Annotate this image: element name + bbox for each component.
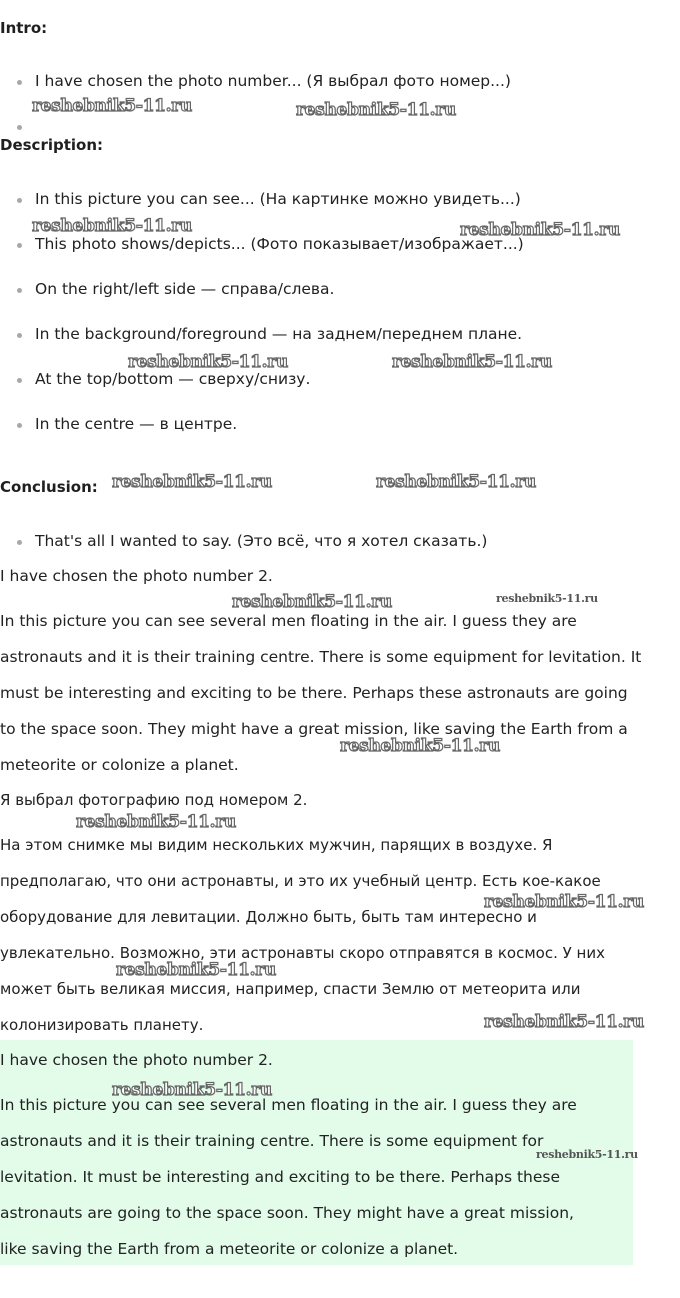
answer-ru-line: увлекательно. Возможно, эти астронавты скоро отправятся в космос. У них [0,944,605,962]
conclusion-heading: Conclusion: [0,478,98,496]
watermark: reshebnik5-11.ru [460,220,620,240]
watermark: reshebnik5-11.ru [116,960,276,980]
answer-en-line: In this picture you can see several men floating in the air. I guess they are [0,612,577,630]
answer-highlight-line: astronauts and it is their training centre. There is some equipment for [0,1132,544,1150]
bullet-dot-icon [17,423,22,428]
description-item-text: In this picture you can see... (На картинке можно увидеть...) [35,190,521,208]
bullet-dot-icon [17,378,22,383]
intro-item-text: I have chosen the photo number... (Я выбрал фото номер...) [35,72,511,90]
answer-en-line: to the space soon. They might have a great mission, like saving the Earth from a [0,720,628,738]
bullet-dot-icon [17,288,22,293]
answer-ru-line: может быть великая миссия, например, спасти Землю от метеорита или [0,980,581,998]
answer-highlight-line: levitation. It must be interesting and exciting to be there. Perhaps these [0,1168,561,1186]
highlight-block [0,1040,633,1265]
bullet-dot-icon [17,540,22,545]
answer-en-line: must be interesting and exciting to be there. Perhaps these astronauts are going [0,684,628,702]
watermark: reshebnik5-11.ru [112,472,272,492]
answer-ru-title: Я выбрал фотографию под номером 2. [0,791,308,809]
description-item-text: At the top/bottom — сверху/снизу. [35,370,311,388]
answer-en-line: meteorite or colonize a planet. [0,756,239,774]
conclusion-item-text: That's all I wanted to say. (Это всё, что я хотел сказать.) [35,532,488,550]
description-item-text: In the background/foreground — на заднем/переднем плане. [35,325,523,343]
answer-ru-line: колонизировать планету. [0,1016,204,1034]
watermark: reshebnik5-11.ru [296,100,456,120]
bullet-dot-icon [17,243,22,248]
intro-heading: Intro: [0,19,48,37]
description-heading: Description: [0,136,104,154]
description-item-text: In the centre — в центре. [35,415,238,433]
description-item-text: On the right/left side — справа/слева. [35,280,335,298]
answer-ru-line: На этом снимке мы видим нескольких мужчин, парящих в воздухе. Я [0,836,553,854]
watermark: reshebnik5-11.ru [32,216,192,236]
bullet-dot-icon [17,198,22,203]
watermark: reshebnik5-11.ru [128,352,288,372]
answer-highlight-title: I have chosen the photo number 2. [0,1051,273,1069]
watermark: reshebnik5-11.ru [536,1148,638,1161]
answer-en-title: I have chosen the photo number 2. [0,567,273,585]
bullet-dot-icon [17,125,22,130]
bullet-dot-icon [17,333,22,338]
answer-ru-line: предполагаю, что они астронавты, и это их учебный центр. Есть кое-какое [0,872,601,890]
watermark: reshebnik5-11.ru [340,736,500,756]
description-item-text: This photo shows/depicts... (Фото показывает/изображает...) [35,235,524,253]
watermark: reshebnik5-11.ru [112,1080,272,1100]
answer-highlight-line: In this picture you can see several men floating in the air. I guess they are [0,1096,577,1114]
watermark: reshebnik5-11.ru [376,472,536,492]
watermark: reshebnik5-11.ru [496,592,598,605]
answer-ru-line: оборудование для левитации. Должно быть, быть там интересно и [0,908,537,926]
watermark: reshebnik5-11.ru [232,592,392,612]
answer-en-line: astronauts and it is their training centre. There is some equipment for levitation. It [0,648,642,666]
bullet-dot-icon [17,80,22,85]
watermark: reshebnik5-11.ru [392,352,552,372]
watermark: reshebnik5-11.ru [484,1012,644,1032]
watermark: reshebnik5-11.ru [484,892,644,912]
watermark: reshebnik5-11.ru [76,812,236,832]
answer-highlight-line: like saving the Earth from a meteorite or colonize a planet. [0,1240,459,1258]
watermark: reshebnik5-11.ru [32,96,192,116]
answer-highlight-line: astronauts are going to the space soon. They might have a great mission, [0,1204,574,1222]
